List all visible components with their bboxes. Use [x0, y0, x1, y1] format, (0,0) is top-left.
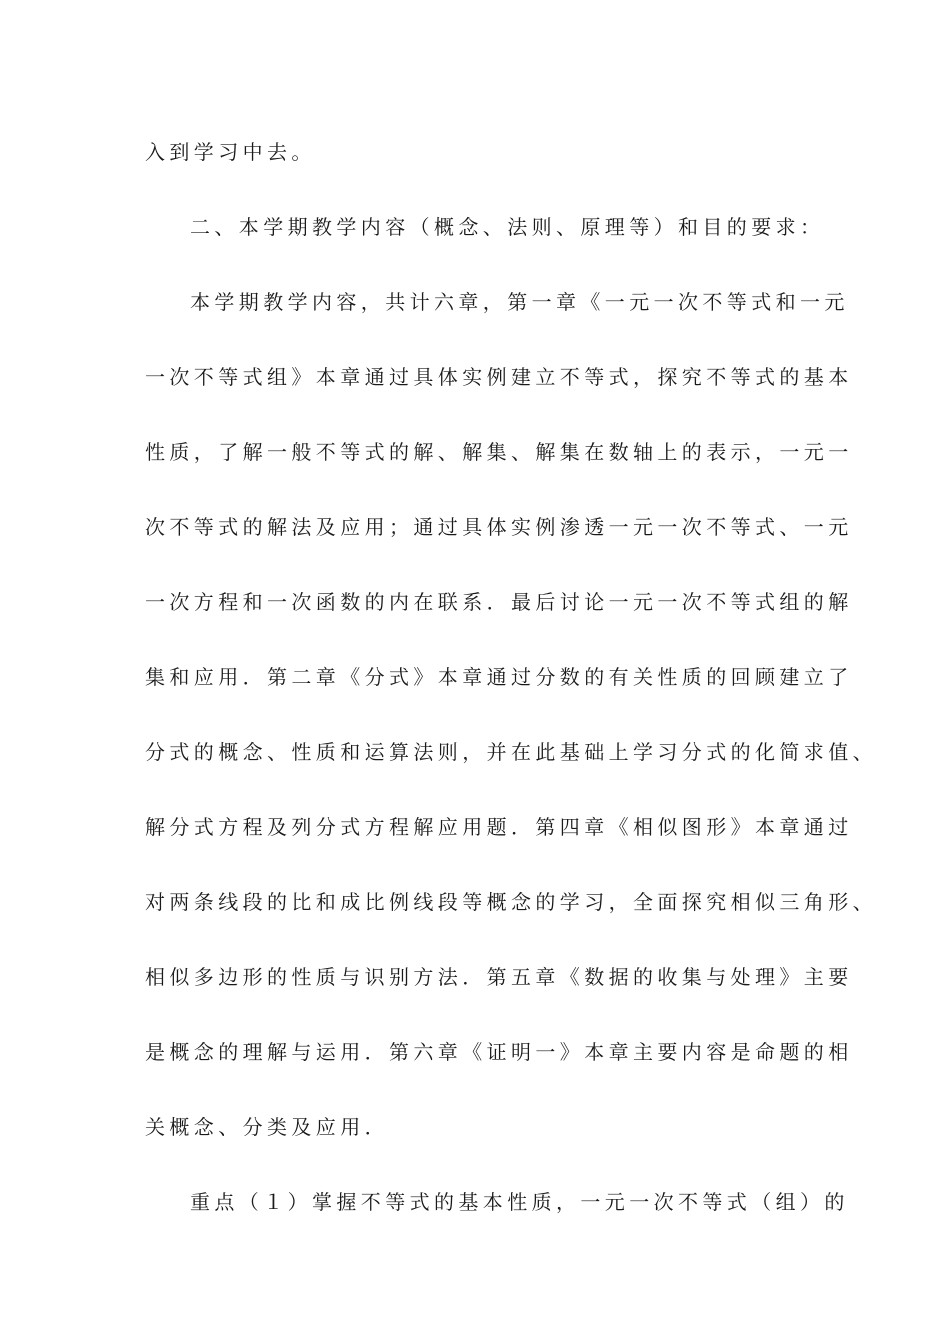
text-line-6: 次不等式的解法及应用；通过具体实例渗透一元一次不等式、一元: [145, 515, 853, 539]
text-line-4: 一次不等式组》本章通过具体实例建立不等式，探究不等式的基本: [145, 365, 853, 389]
text-line-8: 集和应用．第二章《分式》本章通过分数的有关性质的回顾建立了: [145, 665, 853, 689]
section-heading: 二、本学期教学内容（概念、法则、原理等）和目的要求：: [190, 215, 825, 239]
text-line-11: 对两条线段的比和成比例线段等概念的学习，全面探究相似三角形、: [145, 890, 877, 914]
text-line-12: 相似多边形的性质与识别方法．第五章《数据的收集与处理》主要: [145, 965, 853, 989]
text-line-10: 解分式方程及列分式方程解应用题．第四章《相似图形》本章通过: [145, 815, 853, 839]
text-line-5: 性质，了解一般不等式的解、解集、解集在数轴上的表示，一元一: [145, 440, 853, 464]
text-line-1: 入到学习中去。: [145, 140, 316, 164]
text-line-13: 是概念的理解与运用．第六章《证明一》本章主要内容是命题的相: [145, 1040, 853, 1064]
text-line-15: 重点（１）掌握不等式的基本性质，一元一次不等式（组）的: [190, 1190, 849, 1214]
text-line-7: 一次方程和一次函数的内在联系．最后讨论一元一次不等式组的解: [145, 590, 853, 614]
text-line-14: 关概念、分类及应用．: [145, 1115, 389, 1139]
text-line-3: 本学期教学内容，共计六章，第一章《一元一次不等式和一元: [190, 290, 849, 314]
text-line-9: 分式的概念、性质和运算法则，并在此基础上学习分式的化简求值、: [145, 740, 877, 764]
